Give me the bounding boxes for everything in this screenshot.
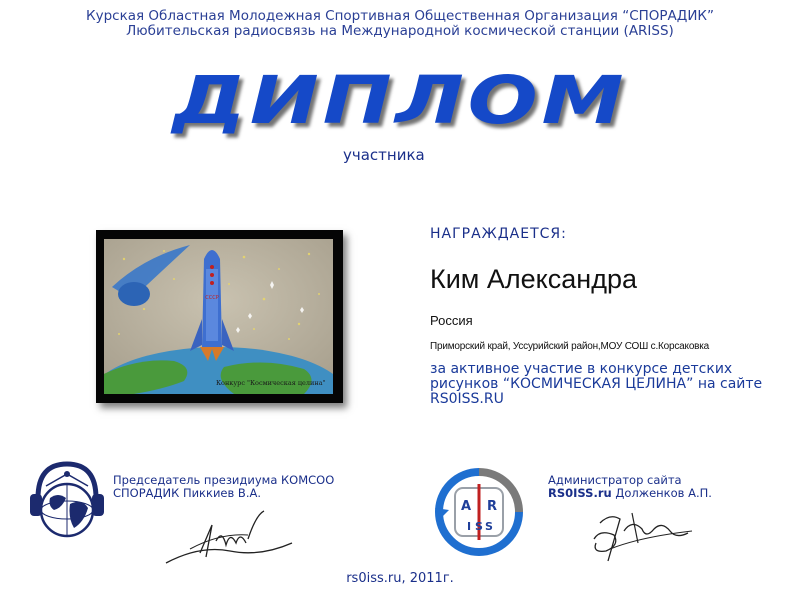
- chair-title: Председатель президиума КОМСОО: [113, 473, 335, 487]
- award-reason: за активное участие в конкурсе детских рисунков “КОСМИЧЕСКАЯ ЦЕЛИНА” на сайте RS0ISS.RU: [430, 361, 763, 407]
- chair-name: СПОРАДИК Пиккиев В.А.: [113, 486, 262, 500]
- recipient-name: Ким Александра: [430, 264, 637, 294]
- admin-title: Администратор сайта: [548, 473, 682, 487]
- ariss-letter-r: R: [486, 499, 498, 514]
- ariss-letter-i: I: [466, 520, 472, 533]
- admin-signature: [580, 503, 700, 568]
- diploma-title: ДИПЛОМ: [172, 62, 628, 139]
- organization-line-2: Любительская радиосвязь на Международной космической станции (ARISS): [126, 23, 674, 39]
- ariss-logo: [433, 466, 525, 558]
- ariss-letter-s1: S: [475, 520, 483, 533]
- recipient-country: Россия: [430, 313, 473, 328]
- organization-line-1: Курская Областная Молодежная Спортивная Общественная Организация “СПОРАДИК”: [86, 8, 714, 24]
- artwork-frame: [96, 230, 343, 403]
- ariss-letter-a: A: [460, 499, 472, 514]
- chair-signature: [160, 505, 300, 570]
- rocket-label: СССР: [205, 295, 219, 301]
- awarded-label: НАГРАЖДАЕТСЯ:: [430, 226, 567, 242]
- admin-site: RS0ISS.ru: [548, 486, 612, 500]
- admin-name: Долженков А.П.: [615, 486, 712, 500]
- footer-text: rs0iss.ru, 2011г.: [346, 571, 454, 586]
- diploma-subtitle: участника: [343, 146, 425, 164]
- admin-line: [548, 487, 712, 500]
- globe-headphones-logo: [26, 458, 108, 548]
- ariss-letter-s2: S: [485, 520, 493, 533]
- recipient-school: Приморский край, Уссурийский район,МОУ СОШ с.Корсаковка: [430, 341, 710, 352]
- artwork-caption: Конкурс "Космическая целина": [216, 379, 326, 387]
- child-drawing-image: [104, 239, 333, 394]
